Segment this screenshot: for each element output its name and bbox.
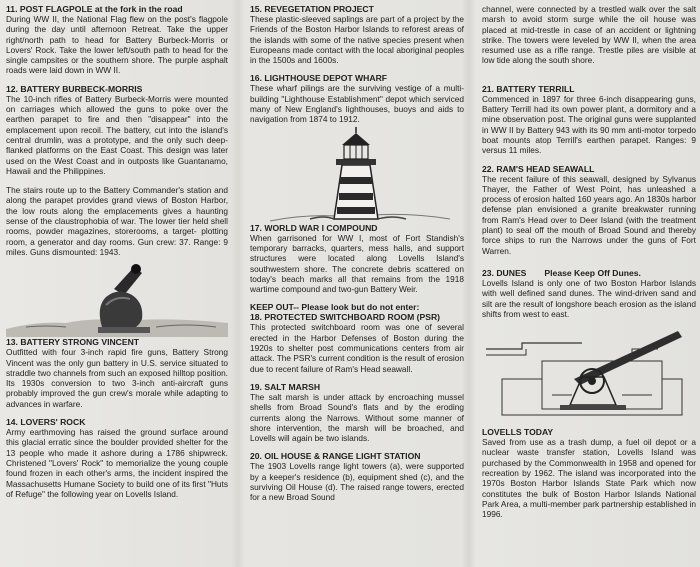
section-heading: 22. RAM'S HEAD SEAWALL [482, 163, 595, 174]
section-text: Army earthmoving has raised the ground surface around this glacial erratic since the boulder provided shelter for the 13 people who made it ashore during a 1786 shipwreck. Christened "Lovers' Rock" to memorialize the young couple found frozen in each other's arms, the incident inspired the Massachusetts Humane Society to build one of its first "Huts of Refuge" the following year on Lovells Island. [6, 427, 228, 499]
section-text: Lovells Island is only one of two Boston Harbor Islands with well defined sand dunes. The wind-driven sand and silt are the result of longshore beach erosion as the island shifts from west to east. [482, 277, 696, 319]
section-text: The salt marsh is under attack by encroaching mussel shells from Broad Sound's flats and by the eroding currents along the Narrows. Without some manner of shore intervention, the marsh will be broached, and Lovells will again be two islands. [250, 391, 464, 444]
section-text: Saved from use as a trash dump, a fuel oil depot or a nuclear waste transfer station, Lovells Island was purchased by the Commonwealth in 1958 and opened for recreation by 1962. The island was incorporated into the 1970s Boston Harbor Islands State Park which now constitutes the bulk of Boston Harbor Islands National Park Area, a multi-member park partnership established in 1996. [482, 437, 696, 520]
disappearing-gun-illustration [482, 319, 696, 419]
section-heading: 20. OIL HOUSE & RANGE LIGHT STATION [250, 451, 421, 462]
section-text: When garrisoned for WW I, most of Fort Standish's temporary barracks, quarters, mess halls, and support structures were located along Lovells Island's southwestern shore. The concrete debris scattered on today's beach marks all that remains from the 1918 wartime compound and two-gun Battery Weir. [250, 232, 464, 295]
section-heading: 13. BATTERY STRONG VINCENT [6, 337, 140, 348]
section-text: Commenced in 1897 for three 6-inch disappearing guns, Battery Terrill had its own power plant, a dormitory and a mine observation post. The original guns were supplanted in WW II by Battery 943 with its 90 mm anti-motor torpedo boat mounts atop Terrill's earthen parapet. Ranges: 9 versus 11 miles. [482, 93, 696, 156]
section-heading: 12. BATTERY BURBECK-MORRIS [6, 83, 143, 94]
section-heading: 19. SALT MARSH [250, 381, 321, 392]
section-heading: 17. WORLD WAR I COMPOUND [250, 222, 378, 233]
section-text: The 10-inch rifles of Battery Burbeck-Morris were mounted on carriages which allowed the guns to poke over the earthen parapet to fire and then "disappear" into the emplacement upon recoil. The battery, cut into the island's central drumlin, was a prototype, and the only such deep-flanked platforms on the East Coast. This design was later used on the West Coast and in outposts like Guantanamo, Hawaii and the Philippines. [6, 93, 228, 176]
section-heading: 16. LIGHTHOUSE DEPOT WHARF [250, 73, 388, 84]
column-middle [250, 4, 464, 567]
section-text: channel, were connected by a trestled walk over the salt marsh to avoid storm surge while the oil house was placed at mid-trestle in case of an accident or lightning strike. The towers were leveled by WW II, when the area resumed use as a rifle range. Trestle piles are visible at low tide along the south shore. [482, 4, 696, 66]
column-left [6, 4, 228, 567]
lighthouse-illustration [250, 125, 464, 223]
section-heading: 21. BATTERY TERRILL [482, 83, 575, 94]
battery-gun-illustration [6, 257, 228, 337]
section-text: These wharf pilings are the surviving vestige of a multi-building "Lighthouse Establishment" depot which serviced many of New England's lighthouses, buoys and aids to navigation from 1874 to 1912. [250, 83, 464, 125]
section-heading [482, 268, 696, 278]
section-heading: 11. POST FLAGPOLE at the fork in the road [6, 4, 183, 14]
section-heading: LOVELLS TODAY [482, 427, 554, 438]
section-heading-text: 23. DUNES [482, 267, 527, 278]
section-heading: 14. LOVERS' ROCK [6, 417, 86, 428]
section-text: These plastic-sleeved saplings are part of a project by the Friends of the Boston Harbor Islands to reforest areas of the islands with some of the native species present when Europeans made contact with the local aboriginal peoples in the 1500s and 1600s. [250, 14, 464, 66]
section-text: The stairs route up to the Battery Commander's station and along the parapet provides grand views of Boston Harbor, the low routs along the emplacements gives a haunting sense of the claustrophobia of war. The lower tier held shell rooms, powder magazines, storerooms, a target- plotting room, a generator and day rooms. Gun crew: 37. Range: 9 miles. Guns dismounted: 1943. [6, 185, 228, 257]
section-heading: 18. PROTECTED SWITCHBOARD ROOM (PSR) [250, 312, 441, 323]
keep-out-notice: KEEP OUT-- Please look but do not enter: [250, 302, 420, 313]
section-text: The 1903 Lovells range light towers (a), were supported by a keeper's residence (b), equipment shed (c), and the surviving Oil House (d). The raised range towers, erected for a new Broad Sound [250, 461, 464, 503]
section-text: Outfitted with four 3-inch rapid fire guns, Battery Strong Vincent was the only gun battery in U.S. service situated to straddle two channels from such an exposed hilltop position. Its 1930s conversion to two 3-inch anti-aircraft guns probably improved the gun crew's morale while adapting to advances in warfare. [6, 347, 228, 409]
section-text: The recent failure of this seawall, designed by Sylvanus Thayer, the Father of West Point, has unleashed a process of erosion halted 160 years ago. An 1830s harbor defense plan envisioned a granite breakwater running from Ram's Head over to Deer Island (with the treatment plant) to seal off the mouth of Broad Sound and thereby force ships to run the Narrows under the guns of Fort Warren. [482, 173, 696, 256]
section-text: This protected switchboard room was one of several erected in the Harbor Defenses of Boston during the 1920s to shelter post communications centers from air attack. The PSR's current condition is the result of erosion due to recent failure of Ram's Head seawall. [250, 322, 464, 374]
dunes-warning: Please Keep Off Dunes. [544, 267, 641, 278]
column-right [482, 4, 696, 567]
section-text: During WW II, the National Flag flew on the post's flagpole during the day until afternoon Retreat. Take the upper right/north path to head for Battery Burbeck-Morris or Lovers' Rock. Take the lower left/south path to head for the single campsites or the southern shore. The purple asphalt roads were laid down in WW II. [6, 14, 228, 76]
section-heading: 15. REVEGETATION PROJECT [250, 4, 374, 14]
